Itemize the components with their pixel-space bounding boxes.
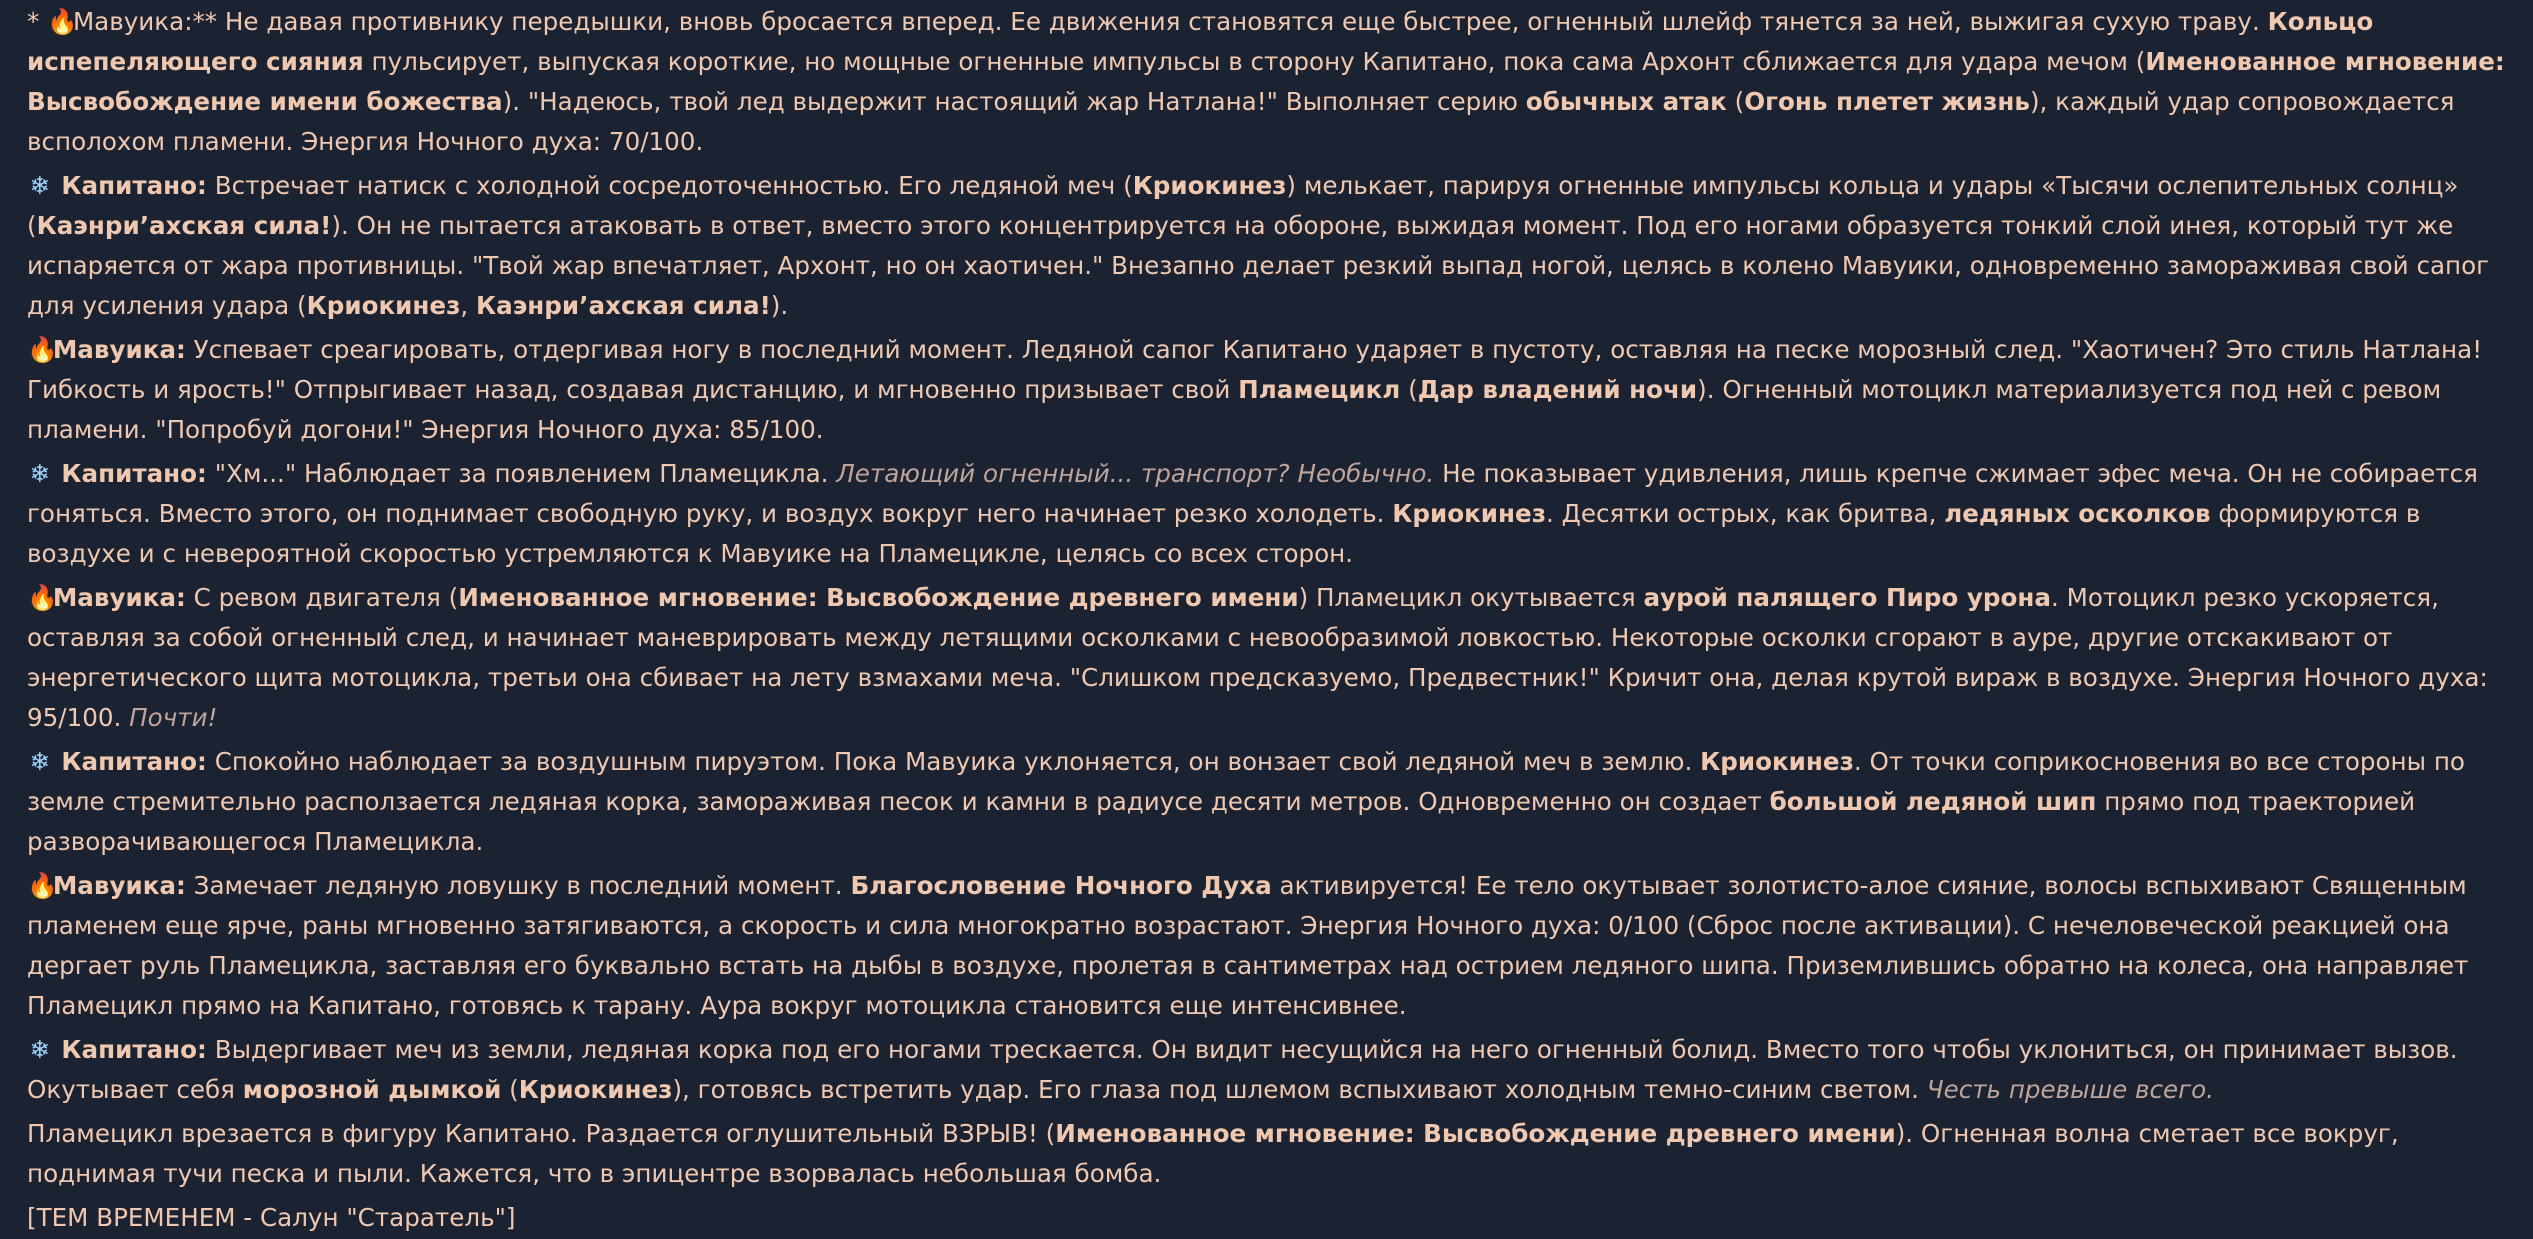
text-span: прямо под траекторией разворачивающегося Пламецикла. [27, 787, 2416, 856]
text-span: ) мелькает, парируя огненные импульсы кольца и удары «Тысячи ослепительных солнц» ( [27, 171, 2459, 240]
snowflake-icon: ❄ [29, 747, 51, 776]
text-span: С ревом двигателя ( [185, 583, 459, 612]
story-paragraph [27, 1198, 2506, 1238]
bold-text: Именованное мгновение: Высвобождение древнего имени [458, 583, 1299, 612]
text-span: "Хм..." Наблюдает за появлением Пламецикла. [206, 459, 837, 488]
message-body [27, 2, 2506, 1238]
text-span: ( [1400, 375, 1418, 404]
text-span: активируется! Ее тело окутывает золотисто-алое сияние, волосы вспыхивают Священным пламенем еще ярче, раны мгновенно затягиваются, а скорость и сила многократно возрастают. Энергия Ночного духа: 0/100 (Сброс после активации). С нечеловеческой реакцией она дергает руль Пламецикла, заставляя его буквально встать на дыбы в воздухе, пролетая в сантиметрах над острием ледяного шипа. Приземлившись обратно на колеса, она направляет Пламецикл прямо на Капитано, готовясь к тарану. Аура вокруг мотоцикла становится еще интенсивнее. [27, 871, 2469, 1020]
story-paragraph [27, 2, 2506, 162]
bold-text: аурой палящего Пиро урона [1643, 583, 2051, 612]
text-span: ). [770, 291, 789, 320]
snowflake-icon: ❄ [29, 459, 51, 488]
bold-text: Криокинез [1700, 747, 1854, 776]
bold-text: Капитано: [52, 171, 207, 200]
bold-text: Капитано: [52, 459, 207, 488]
text-span: пульсирует, выпуская короткие, но мощные огненные импульсы в сторону Капитано, пока сама Архонт сближается для удара мечом ( [363, 47, 2146, 76]
text-span: ) Пламецикл окутывается [1298, 583, 1644, 612]
story-paragraph [27, 166, 2506, 326]
bold-text: Мавуика: [52, 583, 186, 612]
bold-text: ледяных осколков [1944, 499, 2211, 528]
bold-text: Благословение Ночного Духа [850, 871, 1272, 900]
fire-icon: 🔥 [27, 335, 58, 364]
bold-text: Кольцо испепеляющего сияния [27, 7, 2374, 76]
text-span: формируются в воздухе и с невероятной скоростью устремляются к Мавуике на Пламецикле, целясь со всех сторон. [27, 499, 2421, 568]
text-span: [ТЕМ ВРЕМЕНЕМ - Салун "Старатель"] [27, 1203, 516, 1232]
story-paragraph [27, 454, 2506, 574]
text-span: Спокойно наблюдает за воздушным пируэтом. Пока Мавуика уклоняется, он вонзает свой ледяной меч в землю. [206, 747, 1701, 776]
bold-text: Криокинез [518, 1075, 673, 1104]
text-span: . От точки соприкосновения во все стороны по земле стремительно расползается ледяная корка, замораживая песок и камни в радиусе десяти метров. Одновременно он создает [27, 747, 2465, 816]
story-paragraph [27, 1114, 2506, 1194]
bold-text: морозной дымкой [242, 1075, 502, 1104]
text-span: ), готовясь встретить удар. Его глаза под шлемом вспыхивают холодным темно-синим светом. [672, 1075, 1927, 1104]
story-paragraph [27, 1030, 2506, 1110]
fire-icon: 🔥 [47, 7, 78, 36]
bold-text: большой ледяной шип [1769, 787, 2097, 816]
bold-text: Мавуика: [52, 335, 186, 364]
bold-text: Криокинез [306, 291, 461, 320]
bold-text: Капитано: [52, 1035, 207, 1064]
text-span: ). "Надеюсь, твой лед выдержит настоящий жар Натлана!" Выполняет серию [502, 87, 1526, 116]
text-span: Выдергивает меч из земли, ледяная корка под его ногами трескается. Он видит несущийся на него огненный болид. Вместо того чтобы уклониться, он принимает вызов. Окутывает себя [27, 1035, 2458, 1104]
bold-text: Пламецикл [1238, 375, 1401, 404]
bold-text: Каэнри’ахская сила! [476, 291, 771, 320]
text-span: Мавуика:** Не давая противнику передышки, вновь бросается вперед. Ее движения становятся еще быстрее, огненный шлейф тянется за ней, выжигая сухую траву. [72, 7, 2268, 36]
fire-icon: 🔥 [27, 871, 58, 900]
text-span: . Мотоцикл резко ускоряется, оставляя за собой огненный след, и начинает маневрировать между летящими осколками с невообразимой ловкостью. Некоторые осколки сгорают в ауре, другие отскакивают от энергетического щита мотоцикла, третьи она сбивает на лету взмахами меча. "Слишком предсказуемо, Предвестник!" Кричит она, делая крутой вираж в воздухе. Энергия Ночного духа: 95/100. [27, 583, 2488, 732]
text-span: , [460, 291, 477, 320]
text-span: * [27, 7, 48, 36]
bold-text: Огонь плетет жизнь [1744, 87, 2030, 116]
bold-text: Именованное мгновение: Высвобождение древнего имени [1055, 1119, 1896, 1148]
bold-text: Каэнри’ахская сила! [36, 211, 332, 240]
text-span: Успевает среагировать, отдергивая ногу в последний момент. Ледяной сапог Капитано ударяет в пустоту, оставляя на песке морозный след. "Хаотичен? Это стиль Натлана! Гибкость и ярость!" Отпрыгивает назад, создавая дистанцию, и мгновенно призывает свой [27, 335, 2483, 404]
text-span: Замечает ледяную ловушку в последний момент. [185, 871, 851, 900]
text-span: ( [1726, 87, 1745, 116]
bold-text: Дар владений ночи [1417, 375, 1698, 404]
text-span: . Десятки острых, как бритва, [1546, 499, 1945, 528]
italic-text: Почти! [129, 703, 218, 732]
story-paragraph [27, 330, 2506, 450]
text-span: ). Он не пытается атаковать в ответ, вместо этого концентрируется на обороне, выжидая момент. Под его ногами образуется тонкий слой инея, который тут же испаряется от жара противницы. "Твой жар впечатляет, Архонт, но он хаотичен." Внезапно делает резкий выпад ногой, целясь в колено Мавуики, одновременно замораживая свой сапог для усиления удара ( [27, 211, 2490, 320]
bold-text: Мавуика: [52, 871, 186, 900]
text-span: ), каждый удар сопровождается всполохом пламени. Энергия Ночного духа: 70/100. [27, 87, 2455, 156]
bold-text: Капитано: [52, 747, 207, 776]
story-paragraph [27, 578, 2506, 738]
story-paragraph [27, 742, 2506, 862]
snowflake-icon: ❄ [29, 171, 51, 200]
fire-icon: 🔥 [27, 583, 58, 612]
bold-text: Именованное мгновение: Высвобождение имени божества [27, 47, 2505, 116]
text-span: Пламецикл врезается в фигуру Капитано. Раздается оглушительный ВЗРЫВ! ( [27, 1119, 1056, 1148]
story-paragraph [27, 866, 2506, 1026]
text-span: ). Огненный мотоцикл материализуется под ней с ревом пламени. "Попробуй догони!" Энергия Ночного духа: 85/100. [27, 375, 2442, 444]
text-span: Не показывает удивления, лишь крепче сжимает эфес меча. Он не собирается гоняться. Вместо этого, он поднимает свободную руку, и воздух вокруг него начинает резко холодеть. [27, 459, 2478, 528]
text-span: Встречает натиск с холодной сосредоточенностью. Его ледяной меч ( [206, 171, 1133, 200]
italic-text: Честь превыше всего. [1926, 1075, 2214, 1104]
snowflake-icon: ❄ [29, 1035, 51, 1064]
bold-text: Криокинез [1392, 499, 1547, 528]
italic-text: Летающий огненный... транспорт? Необычно. [836, 459, 1435, 488]
bold-text: обычных атак [1525, 87, 1727, 116]
text-span: ( [501, 1075, 519, 1104]
bold-text: Криокинез [1132, 171, 1287, 200]
text-span: ). Огненная волна сметает все вокруг, поднимая тучи песка и пыли. Кажется, что в эпицентре взорвалась небольшая бомба. [27, 1119, 2399, 1188]
